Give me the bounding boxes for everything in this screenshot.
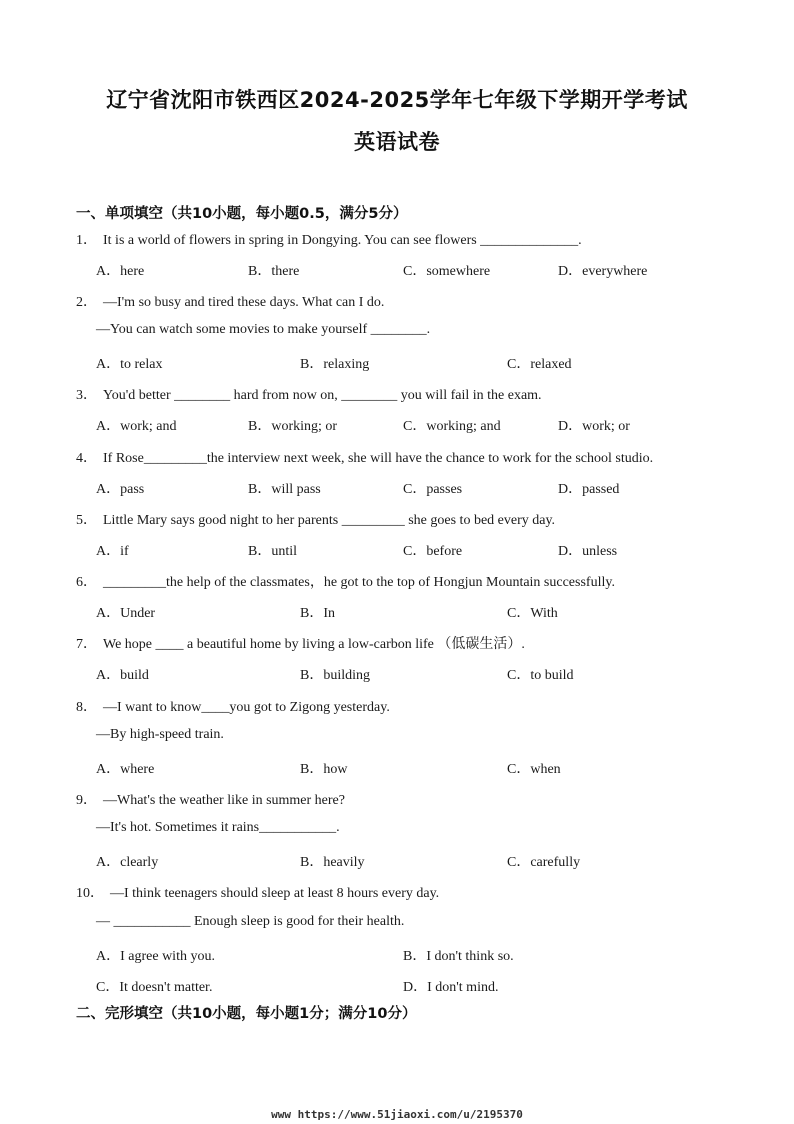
option-1c: C．somewhere	[403, 264, 491, 279]
option-3b: B．working; or	[248, 419, 338, 434]
option-4d: D．passed	[558, 482, 620, 497]
question-3	[76, 384, 542, 404]
option-6a: A．Under	[96, 606, 156, 621]
option-7c: C．to build	[507, 668, 574, 683]
question-number: 6．	[76, 575, 97, 590]
option-1d: D．everywhere	[558, 264, 648, 279]
option-2c: C．relaxed	[507, 357, 572, 372]
question-10	[76, 882, 439, 902]
question-text: Little Mary says good night to her parents _________ she goes to bed every day.	[103, 513, 556, 528]
option-6b: B．In	[300, 606, 335, 621]
option-4b: B．will pass	[248, 482, 321, 497]
option-3a: A．work; and	[96, 419, 177, 434]
question-number: 9．	[76, 793, 97, 808]
option-10d: D．I don't mind.	[403, 980, 499, 995]
question-1	[76, 229, 582, 249]
option-2a: A．to relax	[96, 357, 163, 372]
option-7b: B．building	[300, 668, 371, 683]
option-5a: A．if	[96, 544, 129, 559]
option-9c: C．carefully	[507, 855, 581, 870]
option-10c: C．It doesn't matter.	[96, 980, 213, 995]
question-text: —I think teenagers should sleep at least 8 hours every day.	[110, 886, 440, 901]
option-8b: B．how	[300, 762, 348, 777]
question-number: 3．	[76, 388, 97, 403]
option-5c: C．before	[403, 544, 463, 559]
question-number: 2．	[76, 295, 97, 310]
question-7	[76, 633, 525, 653]
question-number: 1．	[76, 233, 97, 248]
option-3d: D．work; or	[558, 419, 630, 434]
question-text: —I'm so busy and tired these days. What can I do.	[103, 295, 385, 310]
option-10b: B．I don't think so.	[403, 949, 514, 964]
option-7a: A．build	[96, 668, 149, 683]
question-text: We hope ____ a beautiful home by living a low-carbon life （低碳生活）.	[103, 637, 525, 652]
question-9	[76, 789, 345, 809]
option-1a: A．here	[96, 264, 145, 279]
option-1b: B．there	[248, 264, 300, 279]
section-heading-2: 二、完形填空（共10小题，每小题1分；满分10分）	[76, 1006, 417, 1022]
question-5	[76, 509, 555, 529]
option-8c: C．when	[507, 762, 561, 777]
page-subtitle: 英语试卷	[354, 130, 440, 154]
question-9-line-2: —It's hot. Sometimes it rains___________.	[96, 820, 340, 835]
page-title: 辽宁省沈阳市铁西区2024-2025学年七年级下学期开学考试	[106, 88, 688, 112]
question-8	[76, 696, 390, 716]
question-text: —What's the weather like in summer here?	[103, 793, 345, 808]
section-heading-1: 一、单项填空（共10小题，每小题0.5，满分5分）	[76, 206, 408, 222]
option-9a: A．clearly	[96, 855, 159, 870]
question-text: _________the help of the classmates，he got to the top of Hongjun Mountain successfully.	[103, 575, 615, 590]
question-2	[76, 291, 384, 311]
question-text: —I want to know____you got to Zigong yesterday.	[103, 700, 390, 715]
question-4	[76, 447, 653, 467]
question-number: 4．	[76, 451, 97, 466]
question-10-line-2: — ___________ Enough sleep is good for their health.	[96, 914, 405, 929]
question-2-line-2: —You can watch some movies to make yourself ________.	[96, 322, 431, 337]
option-5d: D．unless	[558, 544, 618, 559]
option-9b: B．heavily	[300, 855, 365, 870]
footer-watermark-url: www https://www.51jiaoxi.com/u/2195370	[271, 1108, 523, 1121]
question-number: 7．	[76, 637, 97, 652]
question-text: You'd better ________ hard from now on, ________ you will fail in the exam.	[103, 388, 542, 403]
question-number: 5．	[76, 513, 97, 528]
option-8a: A．where	[96, 762, 155, 777]
question-text: It is a world of flowers in spring in Dongying. You can see flowers ______________.	[103, 233, 582, 248]
option-10a: A．I agree with you.	[96, 949, 215, 964]
question-number: 10．	[76, 886, 104, 901]
question-text: If Rose_________the interview next week, she will have the chance to work for the school studio.	[103, 451, 654, 466]
option-2b: B．relaxing	[300, 357, 370, 372]
option-5b: B．until	[248, 544, 298, 559]
option-6c: C．With	[507, 606, 558, 621]
question-8-line-2: —By high-speed train.	[96, 727, 224, 742]
option-4a: A．pass	[96, 482, 145, 497]
option-4c: C．passes	[403, 482, 463, 497]
option-3c: C．working; and	[403, 419, 501, 434]
question-number: 8．	[76, 700, 97, 715]
question-6	[76, 571, 615, 591]
